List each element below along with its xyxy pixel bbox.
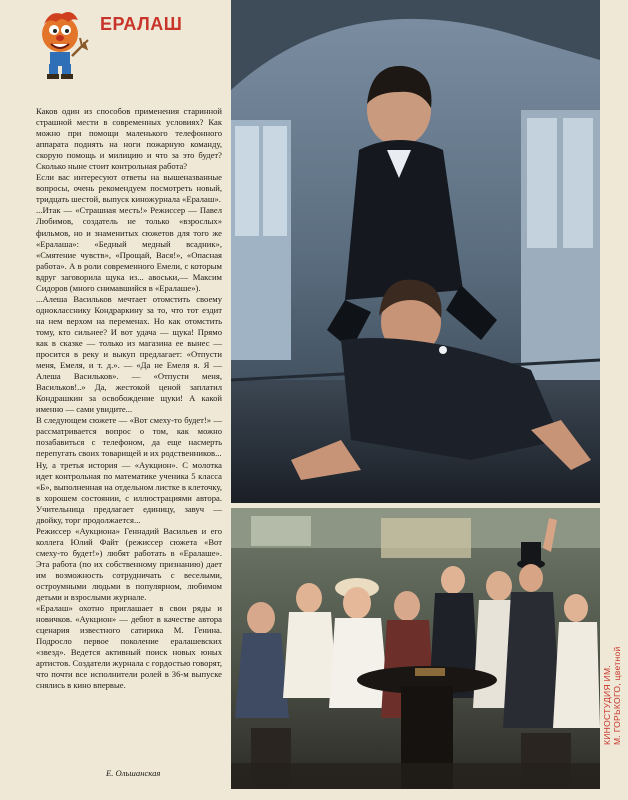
caption-studio: М. ГОРЬКОГО,	[612, 683, 622, 745]
article-body	[36, 106, 222, 691]
article-paragraph: «Ералаш» охотно приглашает в свои ряды и новичков. «Аукцион» — дебют в качестве автора сценария известного сатирика М. Генина. Подросло первое поколение ералашевских «звезд». Ведется активный поиск новых юных артистов. Создатели журнала с гордостью говорят, что почти все исполнители ролей в 36-м выпуске снялись в кино впервые.	[36, 603, 222, 691]
caption-color: цветной	[612, 646, 622, 681]
article-paragraph: В следующем сюжете — «Вот смеху-то будет!» — рассматривается вопрос о том, как можно позабавиться с телефоном, да еще насмерть перепугать своих товарищей и их родственников...	[36, 415, 222, 459]
article-paragraph: Каков один из способов применения старинной страшной мести в современных условиях? Как можно при помощи маленького телефонного аппарата поднять на ноги пожарную команду, скорую помощь и милицию и что за это будет? Сколько ныне стоит контрольная работа?	[36, 106, 222, 172]
article-paragraph: Ну, а третья история — «Аукцион». С молотка идет контрольная по математике ученика 5 класса «Б», выполненная на отдельном листке в клеточку, в хорошем состоянии, с иллюстрациями автора. Учительница предлагает единицу, завуч — двойку, торг продолжается...	[36, 459, 222, 525]
section-title: ЕРАЛАШ	[100, 14, 183, 34]
film-still-bottom-photo	[231, 508, 600, 789]
article-paragraph: ...Алеша Васильков мечтает отомстить своему однокласснику Кондраркину за то, что тот ездит на нем верхом на переменах. Но как отомстить тому, кто сильнее? И вот удача — щука! Прямо как в сказке — только из магазина ее вынес — просится в реку и выкуп предлагает: «Отпусти меня, Емеля, и т. д.». — «Да не Емеля я. Я — Алеша Васильков». — «Отпусти меня, Васильков!..» Да, жестокой ценой заплатил Кондрашкин за освобождение щуки! А какой именно — сами увидите...	[36, 293, 222, 415]
caption-line-1: КИНОСТУДИЯ ИМ.	[602, 665, 612, 745]
article-paragraph: Если вас интересуют ответы на вышеназванные вопросы, очень рекомендуем посмотреть новый, тридцать шестой, выпуск киножурнала «Ералаш».	[36, 172, 222, 205]
film-still-top-photo	[231, 0, 600, 503]
eralash-mascot-logo	[32, 8, 92, 80]
author-signature: Е. Ольшанская	[106, 768, 161, 778]
caption-line-2	[612, 495, 622, 745]
photo-caption	[602, 495, 622, 745]
article-paragraph: ...Итак — «Страшная месть!» Режиссер — Павел Любимов, создатель не только «взрослых» фильмов, но и знаменитых сюжетов для того же «Ералаша»: «Бедный медный всадник», «Смятение чувств», «Прощай, Вася!», «Опасная работа». А в роли современного Емели, с которым вдруг заговорила щука из... авоськи,— Максим Сидоров (много снимавшийся в «Ералаше»).	[36, 205, 222, 293]
article-paragraph: Режиссер «Аукциона» Геннадий Васильев и его коллега Юлий Файт (режиссер сюжета «Вот смеху-то будет!») любят работать в «Ералаше». Эта работа (по их собственному признанию) дает им возможность сотрудничать с веселыми, остроумными людьми в популярном, любимом детьми и взрослыми журнале.	[36, 525, 222, 603]
